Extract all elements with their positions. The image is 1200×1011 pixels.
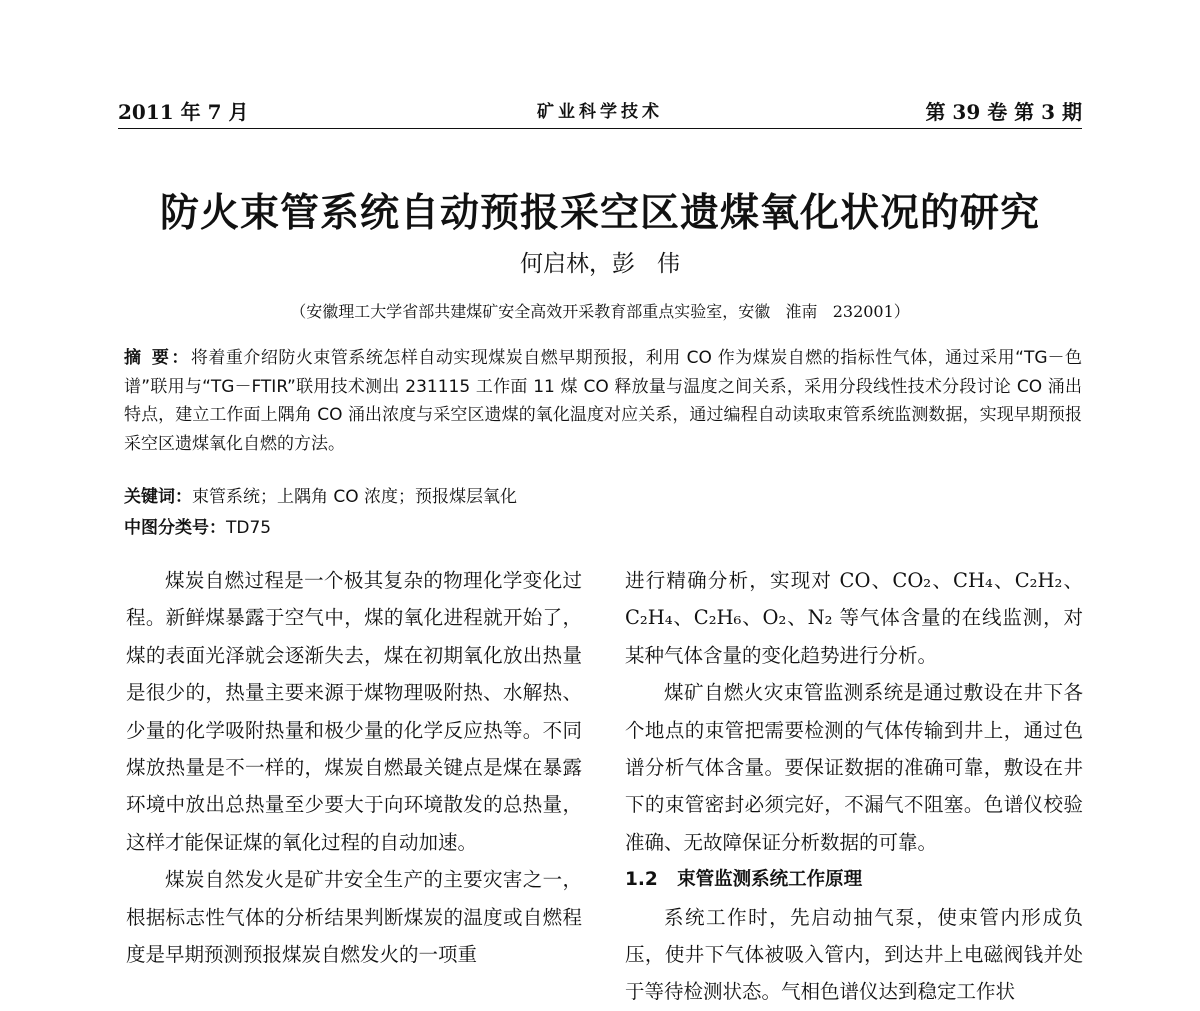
body-paragraph: 煤炭自然发火是矿井安全生产的主要灾害之一，根据标志性气体的分析结果判断煤炭的温度或自燃程度是早期预测预报煤炭自燃发火的一项重 (126, 868, 582, 967)
keywords-label: 关键词： (124, 487, 192, 507)
left-column (126, 562, 582, 973)
body-paragraph: 煤矿自燃火灾束管监测系统是通过敷设在井下各个地点的束管把需要检测的气体传输到井上，通过色谱分析气体含量。要保证数据的准确可靠，敷设在井下的束管密封必须完好，不漏气不阻塞。色谱仪校验准确、无故障保证分析数据的可靠。 (625, 681, 1083, 854)
right-column (625, 562, 1083, 1011)
authors: 何启林，彭 伟 (520, 251, 680, 277)
body-paragraph: 煤炭自燃过程是一个极其复杂的物理化学变化过程。新鲜煤暴露于空气中，煤的氧化进程就开始了，煤的表面光泽就会逐渐失去，煤在初期氧化放出热量是很少的，热量主要来源于煤物理吸附热、水解热、少量的化学吸附热量和极少量的化学反应热等。不同煤放热量是不一样的，煤炭自燃最关键点是煤在暴露环境中放出总热量至少要大于向环境散发的总热量，这样才能保证煤的氧化过程的自动加速。 (126, 569, 582, 854)
body-paragraph: 系统工作时，先启动抽气泵，使束管内形成负压，使井下气体被吸入管内，到达井上电磁阀钱并处于等待检测状态。气相色谱仪达到稳定工作状 (625, 905, 1083, 1004)
classification-text: TD75 (226, 518, 272, 538)
keywords-text: 束管系统；上隅角 CO 浓度；预报煤层氧化 (192, 487, 518, 507)
issue-date: 2011 年 7 月 (118, 100, 249, 124)
section-heading: 1.2 束管监测系统工作原理 (625, 869, 863, 891)
classification-label: 中图分类号： (124, 518, 226, 538)
paper-title: 防火束管系统自动预报采空区遗煤氧化状况的研究 (159, 190, 1040, 236)
affiliation: （安徽理工大学省部共建煤矿安全高效开采教育部重点实验室，安徽 淮南 232001） (290, 302, 910, 321)
abstract-text: 将着重介绍防火束管系统怎样自动实现煤炭自燃早期预报，利用 CO 作为煤炭自燃的指标性气体，通过采用“TG－色谱”联用与“TG－FTIR”联用技术测出 231115 工作面 11 煤 CO 释放量与温度之间关系，采用分段线性技术分段讨论 CO 涌出特点，建立工作面上隅角 CO 涌出浓度与采空区遗煤的氧化温度对应关系，通过编程自动读取束管系统监测数据，实现早期预报采空区遗煤氧化自燃的方法。 (124, 348, 1083, 454)
abstract-label: 摘 要： (124, 348, 191, 368)
journal-name: 矿业科学技术 (537, 102, 663, 122)
volume-issue: 第 39 卷 第 3 期 (925, 100, 1082, 124)
body-paragraph: 进行精确分析，实现对 CO、CO₂、CH₄、C₂H₂、C₂H₄、C₂H₆、O₂、N₂ 等气体含量的在线监测，对某种气体含量的变化趋势进行分析。 (625, 569, 1083, 667)
